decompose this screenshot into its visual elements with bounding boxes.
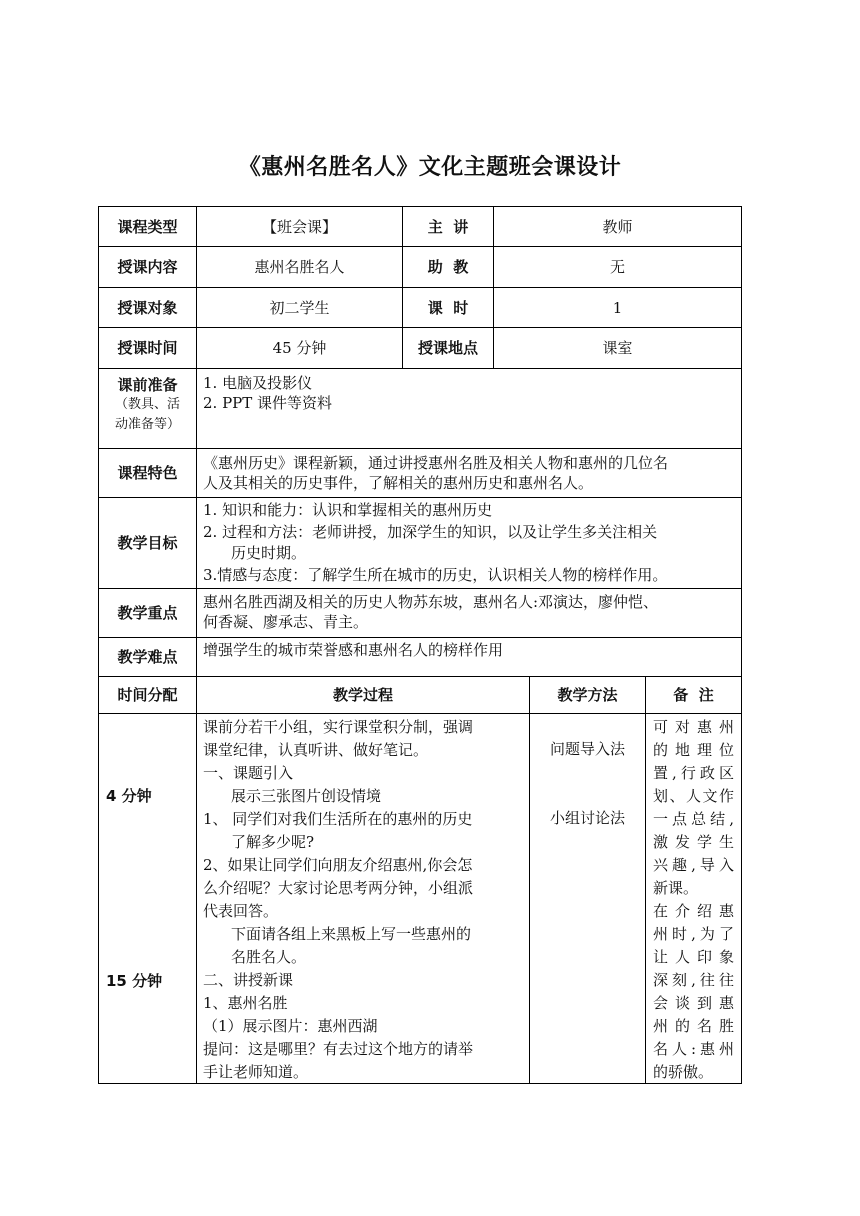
assistant-label: 助 教 [427, 258, 469, 276]
time-value: 45 分钟 [272, 339, 327, 357]
process-line: 二、讲授新课 [203, 971, 294, 989]
process-line: 下面请各组上来黑板上写一些惠州的 [231, 925, 472, 943]
process-line: 2、如果让同学们向朋友介绍惠州,你会怎 [203, 856, 473, 874]
note-line: 州时,为了 [653, 925, 734, 943]
note-line: 的骄傲。 [653, 1063, 714, 1081]
time-slot-2: 15 分钟 [106, 972, 163, 990]
schedule-method-header: 教学方法 [557, 686, 618, 704]
text-line: 1. 知识和能力：认识和掌握相关的惠州历史 [203, 501, 493, 519]
process-line: 一、课题引入 [203, 764, 294, 782]
process-line: 手让老师知道。 [203, 1063, 309, 1081]
goals-label: 教学目标 [117, 534, 178, 552]
page-title: 《惠州名胜名人》文化主题班会课设计 [238, 155, 622, 180]
location-label: 授课地点 [417, 339, 478, 357]
prep-sublabel-2: 动准备等） [114, 417, 180, 432]
process-line: 课堂纪律，认真听讲、做好笔记。 [203, 741, 429, 759]
note-line: 划、人文作 [653, 787, 734, 805]
prep-label: 课前准备 [117, 376, 178, 394]
text-line: 3.情感与态度：了解学生所在城市的历史，认识相关人物的榜样作用。 [203, 565, 668, 584]
time-slot-1: 4 分钟 [106, 787, 152, 805]
note-line: 深刻,往往 [653, 971, 734, 989]
note-line: 激发学生 [653, 833, 734, 851]
key-points-label: 教学重点 [117, 604, 178, 622]
note-line: 的地理位 [653, 741, 734, 759]
text-line: 人及其相关的历史事件，了解相关的惠州历史和惠州名人。 [203, 474, 594, 492]
note-line: 州的名胜 [653, 1017, 734, 1035]
assistant-value: 无 [609, 258, 625, 276]
difficulty-label: 教学难点 [117, 648, 178, 666]
location-value: 课室 [602, 339, 633, 357]
process-line: 1、惠州名胜 [203, 994, 288, 1012]
lecturer-value: 教师 [602, 217, 633, 236]
schedule-process-header: 教学过程 [332, 686, 393, 704]
text-line: 何香凝、廖承志、青主。 [203, 613, 369, 631]
prep-items [197, 369, 741, 448]
text-line: 《惠州历史》课程新颖，通过讲授惠州名胜及相关人物和惠州的几位名 [203, 454, 669, 472]
process-line: 名胜名人。 [231, 948, 307, 966]
note-line: 会谈到惠 [653, 994, 734, 1012]
process-line: 么介绍呢？大家讨论思考两分钟，小组派 [203, 879, 474, 897]
audience-label: 授课对象 [117, 298, 178, 317]
content-value: 惠州名胜名人 [254, 258, 345, 276]
process-line: 提问：这是哪里？有去过这个地方的请举 [203, 1040, 474, 1058]
note-line: 置,行政区 [653, 764, 734, 782]
note-line: 兴趣,导入 [653, 856, 734, 874]
note-line: 让人印象 [653, 948, 734, 966]
difficulty-text: 增强学生的城市荣誉感和惠州名人的榜样作用 [203, 641, 504, 659]
process-line: 代表回答。 [203, 902, 279, 920]
text-line: 2. 过程和方法：老师讲授，加深学生的知识，以及让学生多关注相关 [203, 522, 658, 541]
periods-value: 1 [612, 298, 623, 317]
content-label: 授课内容 [117, 258, 178, 276]
list-item: 1. 电脑及投影仪 [203, 374, 313, 392]
feature-label: 课程特色 [117, 464, 178, 482]
periods-label: 课 时 [427, 298, 469, 317]
method-2: 小组讨论法 [549, 809, 625, 827]
note-line: 一点总结, [653, 810, 734, 828]
text-line: 历史时期。 [231, 544, 307, 562]
process-line: （1）展示图片：惠州西湖 [203, 1017, 378, 1035]
note-line: 名人:惠州 [653, 1040, 734, 1058]
audience-value: 初二学生 [269, 298, 330, 317]
method-1: 问题导入法 [549, 740, 625, 758]
teaching-notes [646, 714, 741, 1083]
time-label: 授课时间 [117, 339, 178, 357]
process-line: 课前分若干小组，实行课堂积分制，强调 [203, 718, 474, 736]
list-item: 2. PPT 课件等资料 [203, 394, 333, 412]
prep-label-cell [99, 369, 196, 448]
course-type-label: 课程类型 [117, 217, 178, 236]
process-line: 1、 同学们对我们生活所在的惠州的历史 [203, 810, 473, 828]
teaching-process [197, 714, 529, 1083]
lecturer-label: 主 讲 [427, 217, 469, 236]
key-points-text [197, 589, 741, 637]
note-line: 在介绍惠 [653, 902, 734, 920]
prep-sublabel-1: （教具、活 [114, 397, 180, 412]
note-line: 新课。 [653, 879, 699, 897]
schedule-time-header: 时间分配 [117, 686, 178, 704]
goals-text [197, 498, 741, 588]
process-line: 展示三张图片创设情境 [231, 787, 382, 805]
note-line: 可对惠州 [653, 718, 734, 736]
text-line: 惠州名胜西湖及相关的历史人物苏东坡，惠州名人:邓演达，廖仲恺、 [203, 593, 659, 611]
process-line: 了解多少呢? [231, 833, 315, 851]
feature-text [197, 449, 741, 497]
schedule-note-header: 备 注 [673, 686, 714, 704]
course-type-value: 【班会课】 [261, 217, 337, 236]
